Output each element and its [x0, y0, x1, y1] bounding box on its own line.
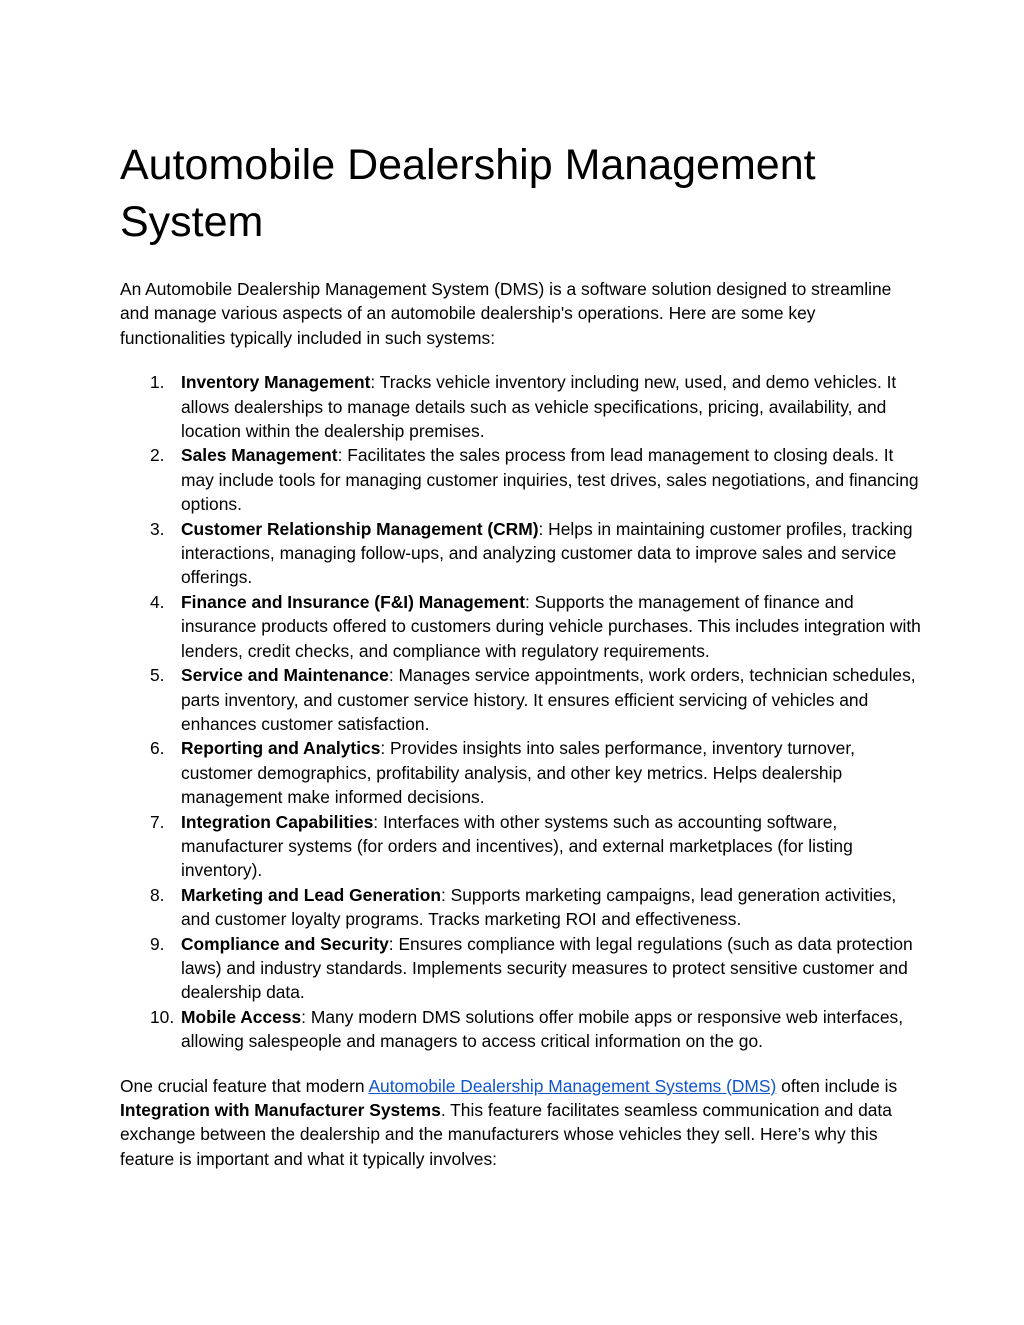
list-number: 1. — [150, 372, 165, 393]
item-description: : Ensures compliance with legal regulations (such as data protection laws) and industry standards. Implements security measures to protect sensitive customer and dealership data. — [181, 933, 913, 1003]
list-number: 9. — [150, 933, 165, 954]
list-number: 6. — [150, 738, 165, 759]
item-description: : Manages service appointments, work orders, technician schedules, parts inventory, and customer service history. It ensures efficient servicing of vehicles and enhances customer satisfaction. — [181, 665, 916, 734]
item-term: Sales Management — [181, 445, 338, 466]
closing-paragraph — [120, 1074, 924, 1172]
list-number: 10. — [150, 1006, 175, 1027]
list-item — [120, 663, 924, 736]
item-description: : Facilitates the sales process from lead management to closing deals. It may include tools for managing customer inquiries, test drives, sales negotiations, and financing options. — [181, 445, 919, 515]
closing-text-before-link: One crucial feature that modern — [120, 1075, 369, 1096]
item-description: : Helps in maintaining customer profiles, tracking interactions, managing follow-ups, and analyzing customer data to improve sales and service offerings. — [181, 518, 913, 588]
list-item — [120, 517, 924, 590]
item-description: : Tracks vehicle inventory including new, used, and demo vehicles. It allows dealerships to manage details such as vehicle specifications, pricing, availability, and location within the dealership premises. — [181, 372, 897, 442]
list-item — [120, 443, 924, 516]
list-item — [120, 810, 924, 883]
page-title: Automobile Dealership Management System — [120, 141, 816, 246]
item-term: Compliance and Security — [181, 933, 389, 954]
item-term: Integration Capabilities — [181, 811, 374, 832]
list-number: 4. — [150, 591, 165, 612]
item-term: Customer Relationship Management (CRM) — [181, 518, 539, 539]
list-item — [120, 736, 924, 809]
list-number: 7. — [150, 811, 165, 832]
list-item — [120, 1005, 924, 1054]
item-term: Finance and Insurance (F&I) Management — [181, 591, 526, 612]
intro-paragraph: An Automobile Dealership Management System (DMS) is a software solution designed to streamline and manage various aspects of an automobile dealership's operations. Here are some key functionalities typically included in such systems: — [120, 279, 892, 348]
item-description: : Supports the management of finance and insurance products offered to customers during vehicle purchases. This includes integration with lenders, credit checks, and compliance with regulatory requirements. — [181, 591, 921, 661]
item-term: Reporting and Analytics — [181, 738, 381, 759]
item-description: : Interfaces with other systems such as accounting software, manufacturer systems (for orders and incentives), and external marketplaces (for listing inventory). — [181, 811, 853, 881]
item-term: Marketing and Lead Generation — [181, 884, 441, 905]
item-description: : Provides insights into sales performance, inventory turnover, customer demographics, profitability analysis, and other key metrics. Helps dealership management make informed decisions. — [181, 738, 855, 808]
item-description: : Supports marketing campaigns, lead generation activities, and customer loyalty programs. Tracks marketing ROI and effectiveness. — [181, 884, 897, 930]
dms-link[interactable]: Automobile Dealership Management Systems (DMS) — [368, 1075, 777, 1096]
item-term: Inventory Management — [181, 372, 371, 393]
item-term: Service and Maintenance — [181, 665, 389, 686]
list-item — [120, 590, 924, 663]
list-number: 3. — [150, 518, 165, 539]
closing-text-after-link: often include is — [776, 1075, 898, 1096]
item-term: Mobile Access — [181, 1006, 302, 1027]
features-list — [120, 370, 924, 1053]
closing-bold-term: Integration with Manufacturer Systems — [120, 1100, 441, 1120]
list-item — [120, 932, 924, 1005]
list-item — [120, 883, 924, 932]
list-number: 5. — [150, 665, 165, 686]
list-item — [120, 370, 924, 443]
list-number: 2. — [150, 445, 165, 466]
item-description: : Many modern DMS solutions offer mobile apps or responsive web interfaces, allowing salespeople and managers to access critical information on the go. — [181, 1006, 904, 1052]
list-number: 8. — [150, 884, 165, 905]
closing-text-end: . This feature facilitates seamless communication and data exchange between the dealership and the manufacturers whose vehicles they sell. Here’s why this feature is important and what it typically involves: — [120, 1100, 892, 1169]
